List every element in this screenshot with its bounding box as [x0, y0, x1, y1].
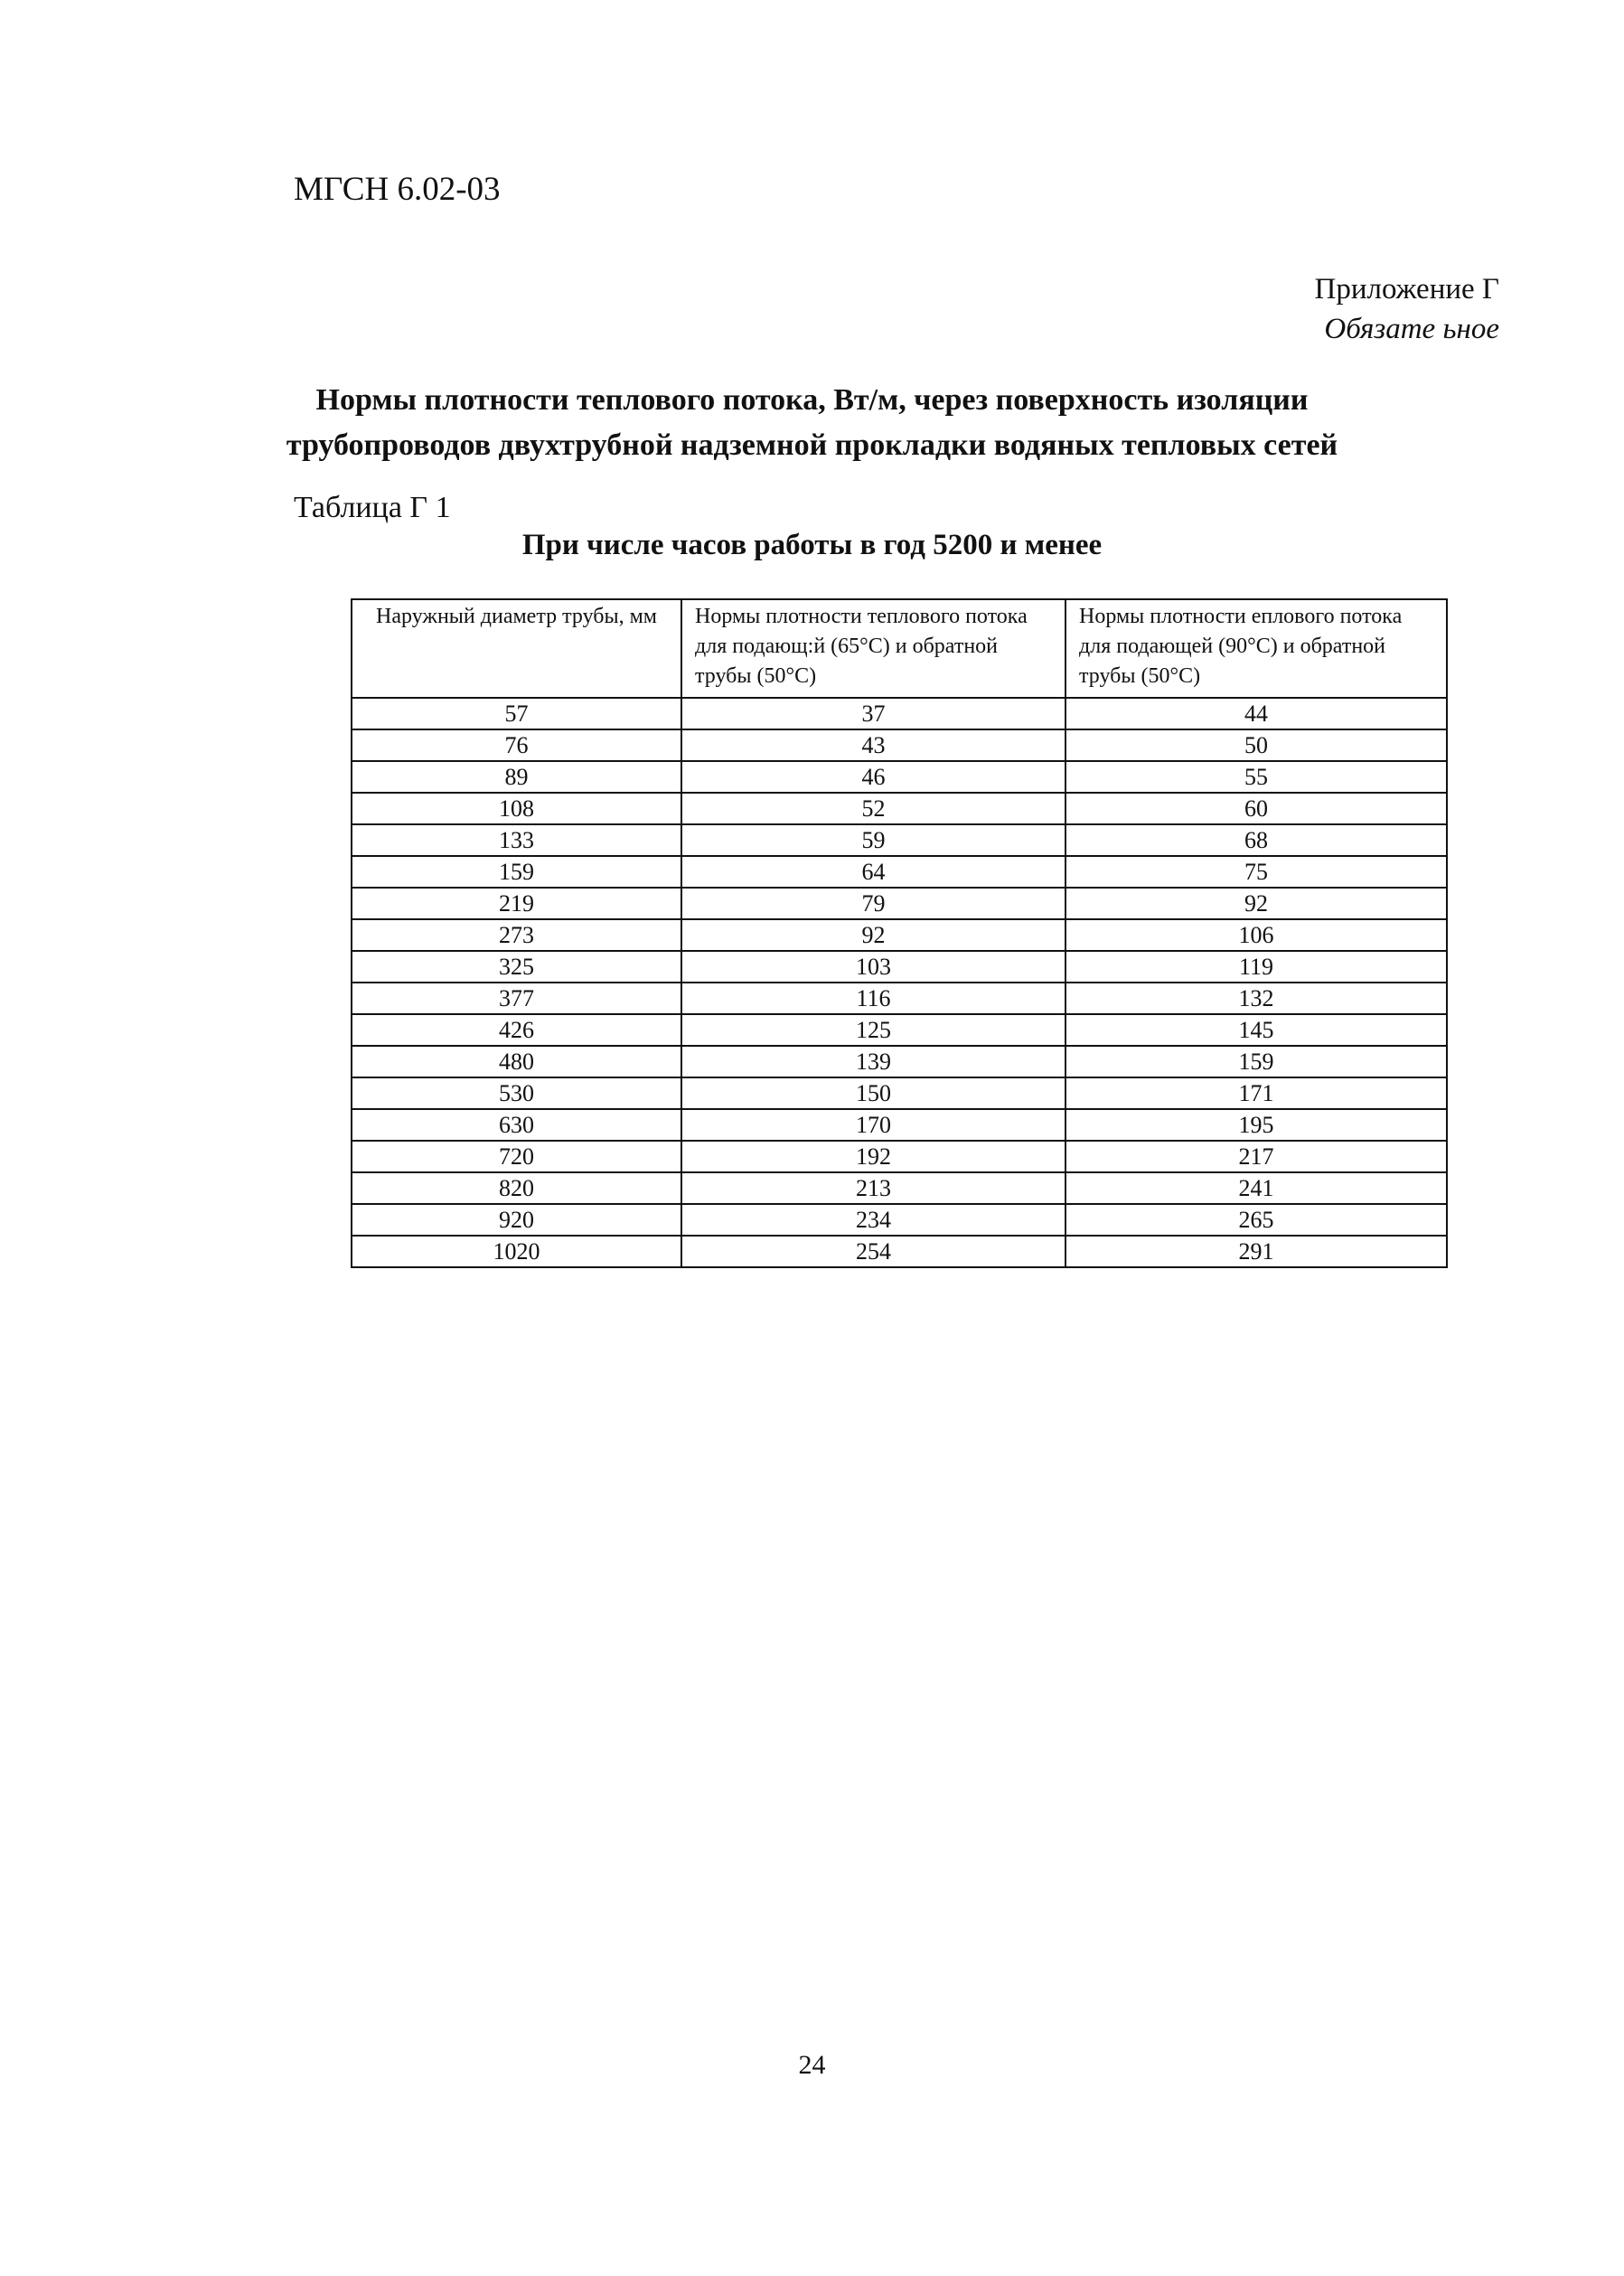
- table-cell: 213: [681, 1172, 1065, 1204]
- table-row: [352, 888, 1447, 919]
- table-cell: 325: [352, 951, 681, 983]
- table-row: [352, 1172, 1447, 1204]
- table-cell: 234: [681, 1204, 1065, 1236]
- table-label: Таблица Г 1: [294, 491, 451, 524]
- table-cell: 92: [1065, 888, 1447, 919]
- table-row: [352, 983, 1447, 1014]
- table-cell: 150: [681, 1077, 1065, 1109]
- table-header-row: [352, 599, 1447, 698]
- table-row: [352, 1077, 1447, 1109]
- table-cell: 820: [352, 1172, 681, 1204]
- table-cell: 480: [352, 1046, 681, 1077]
- table-cell: 139: [681, 1046, 1065, 1077]
- table-body: [352, 698, 1447, 1267]
- table-row: [352, 919, 1447, 951]
- table-cell: 265: [1065, 1204, 1447, 1236]
- table-cell: 46: [681, 761, 1065, 793]
- table-cell: 145: [1065, 1014, 1447, 1046]
- table-row: [352, 761, 1447, 793]
- table-cell: 55: [1065, 761, 1447, 793]
- table-cell: 44: [1065, 698, 1447, 729]
- table-cell: 79: [681, 888, 1065, 919]
- table-cell: 241: [1065, 1172, 1447, 1204]
- table-cell: 92: [681, 919, 1065, 951]
- table-cell: 273: [352, 919, 681, 951]
- table-cell: 217: [1065, 1141, 1447, 1172]
- table-cell: 125: [681, 1014, 1065, 1046]
- section-title-line-2: трубопроводов двухтрубной надземной прокладки водяных тепловых сетей: [286, 428, 1338, 462]
- table-cell: 116: [681, 983, 1065, 1014]
- table-row: [352, 824, 1447, 856]
- table-cell: 159: [352, 856, 681, 888]
- appendix-block: [1315, 269, 1499, 349]
- table-cell: 57: [352, 698, 681, 729]
- table-cell: 159: [1065, 1046, 1447, 1077]
- table-row: [352, 1236, 1447, 1267]
- heat-flux-norms-table: [351, 598, 1448, 1268]
- table-row: [352, 1109, 1447, 1141]
- table-row: [352, 951, 1447, 983]
- table-cell: 426: [352, 1014, 681, 1046]
- table-cell: 59: [681, 824, 1065, 856]
- table-row: [352, 1046, 1447, 1077]
- column-header-norm-65: Нормы плотности теплового потока для подающ:й (65°С) и обратной трубы (50°С): [681, 599, 1065, 698]
- table-cell: 89: [352, 761, 681, 793]
- table-cell: 76: [352, 729, 681, 761]
- table-cell: 37: [681, 698, 1065, 729]
- table-cell: 171: [1065, 1077, 1447, 1109]
- column-header-norm-90: Нормы плотности еплового потока для подающей (90°С) и обратной трубы (50°С): [1065, 599, 1447, 698]
- table-cell: 920: [352, 1204, 681, 1236]
- table-cell: 60: [1065, 793, 1447, 824]
- table-row: [352, 793, 1447, 824]
- table-cell: 377: [352, 983, 681, 1014]
- table-row: [352, 698, 1447, 729]
- table-cell: 195: [1065, 1109, 1447, 1141]
- table-cell: 219: [352, 888, 681, 919]
- table-cell: 291: [1065, 1236, 1447, 1267]
- table-cell: 133: [352, 824, 681, 856]
- table-cell: 68: [1065, 824, 1447, 856]
- table-cell: 106: [1065, 919, 1447, 951]
- table-row: [352, 1141, 1447, 1172]
- appendix-title: Приложение Г: [1314, 273, 1499, 306]
- table-cell: 530: [352, 1077, 681, 1109]
- table-cell: 254: [681, 1236, 1065, 1267]
- table-cell: 75: [1065, 856, 1447, 888]
- appendix-status: Обязате ьное: [1324, 313, 1499, 345]
- table-cell: 52: [681, 793, 1065, 824]
- table-caption: При числе часов работы в год 5200 и менее: [521, 529, 1103, 561]
- table-cell: 108: [352, 793, 681, 824]
- table-cell: 192: [681, 1141, 1065, 1172]
- table-cell: 119: [1065, 951, 1447, 983]
- table-cell: 43: [681, 729, 1065, 761]
- table-cell: 170: [681, 1109, 1065, 1141]
- document-header: МГСН 6.02-03: [294, 171, 501, 208]
- table-row: [352, 1014, 1447, 1046]
- page-number: 24: [798, 2050, 826, 2080]
- table-cell: 630: [352, 1109, 681, 1141]
- table-cell: 50: [1065, 729, 1447, 761]
- table-cell: 1020: [352, 1236, 681, 1267]
- section-title: [0, 378, 1624, 468]
- table-cell: 103: [681, 951, 1065, 983]
- table-row: [352, 1204, 1447, 1236]
- table-cell: 132: [1065, 983, 1447, 1014]
- table-row: [352, 729, 1447, 761]
- column-header-diameter: Наружный диаметр трубы, мм: [352, 599, 681, 698]
- section-title-line-1: Нормы плотности теплового потока, Вт/м, через поверхность изоляции: [315, 383, 1309, 417]
- table-cell: 64: [681, 856, 1065, 888]
- table-row: [352, 856, 1447, 888]
- table-cell: 720: [352, 1141, 681, 1172]
